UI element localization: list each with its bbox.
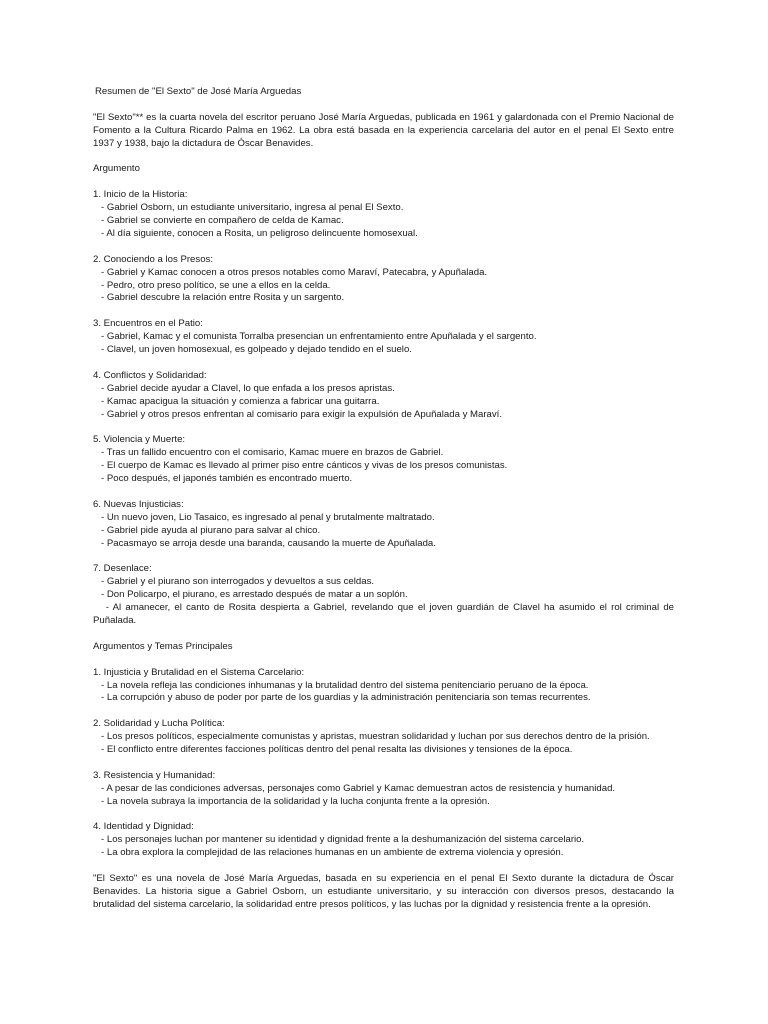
argumento-section [93,318,674,357]
document-title: Resumen de "El Sexto" de José María Arguedas [95,86,302,97]
document-page [93,86,677,925]
argumento-list-item: - Don Policarpo, el piurano, es arrestado después de matar a un soplón. [93,589,408,601]
argumento-list-item: - Un nuevo joven, Lio Tasaico, es ingresado al penal y brutalmente maltratado. [93,511,435,523]
argumento-list-item: - Gabriel y Kamac conocen a otros presos notables como Maraví, Patecabra, y Apuñalada. [93,266,488,278]
argumento-list-item: - Pedro, otro preso político, se une a ellos en la celda. [93,279,331,291]
argumento-section-heading: 6. Nuevas Injusticias: [93,498,184,510]
argumento-section-heading: 7. Desenlace: [93,563,152,575]
temas-list-item: - La novela refleja las condiciones inhumanas y la brutalidad dentro del sistema penitenciario peruano de la época. [93,679,589,691]
argumento-list-item: - Gabriel decide ayudar a Clavel, lo que enfada a los presos apristas. [93,382,395,394]
temas-section [93,770,674,809]
temas-list-item: - Los personajes luchan por mantener su identidad y dignidad frente a la deshumanización del sistema carcelario. [93,834,585,846]
temas-section [93,821,674,860]
temas-list-item: - La corrupción y abuso de poder por parte de los guardias y la administración penitenciaria son temas recurrentes. [93,692,591,704]
argumento-section [93,434,674,486]
argumento-section-heading: 4. Conflictos y Solidaridad: [93,369,207,381]
argumento-list-item: - Poco después, el japonés también es encontrado muerto. [93,473,353,485]
argumento-section [93,499,674,551]
argumento-list-item: - Gabriel Osborn, un estudiante universitario, ingresa al penal El Sexto. [93,202,404,214]
argumento-list-item: - Gabriel y el piurano son interrogados y devueltos a sus celdas. [93,576,375,588]
argumento-section-heading: 2. Conociendo a los Presos: [93,253,213,265]
argumento-list-item: - Gabriel se convierte en compañero de celda de Kamac. [93,215,344,227]
conclusion-paragraph: "El Sexto" es una novela de José María Arguedas, basada en su experiencia en el penal El Sexto durante la dictadura de Óscar Benavides. La historia sigue a Gabriel Osborn, un estudiante universitario, y su interacción con diversos presos, destacando la brutalidad del sistema carcelario, la solidaridad entre presos políticos, y las luchas por la dignidad y resistencia frente a la opresión. [93,873,674,910]
temas-list-item: - La novela subraya la importancia de la solidaridad y la lucha conjunta frente a la opresión. [93,795,490,807]
argumento-list [93,189,677,628]
temas-section [93,718,674,757]
argumento-section-heading: 5. Violencia y Muerte: [93,434,186,446]
temas-list [93,667,674,861]
argumento-section [93,254,674,306]
argumento-list-item: - Clavel, un joven homosexual, es golpeado y dejado tendido en el suelo. [93,344,412,356]
argumento-list-item: - Gabriel y otros presos enfrentan al comisario para exigir la expulsión de Apuñalada y Maraví. [93,408,503,420]
argumento-list-item: - Gabriel pide ayuda al piurano para salvar al chico. [93,524,321,536]
argumento-list-item: - Al día siguiente, conocen a Rosita, un peligroso delincuente homosexual. [93,227,418,239]
temas-list-item: - La obra explora la complejidad de las relaciones humanas en un ambiente de extrema violencia y opresión. [93,847,564,859]
intro-paragraph: "El Sexto"** es la cuarta novela del escritor peruano José María Arguedas, publicada en 1961 y galardonada con el Premio Nacional de Fomento a la Cultura Ricardo Palma en 1962. La obra está basada en la experiencia carcelaria del autor en el penal El Sexto entre 1937 y 1938, bajo la dictadura de Óscar Benavides. [93,111,674,149]
temas-list-item: - A pesar de las condiciones adversas, personajes como Gabriel y Kamac demuestran actos de resistencia y humanidad. [93,782,616,794]
argumento-section [93,563,677,628]
argumento-list-item: - Gabriel descubre la relación entre Rosita y un sargento. [93,292,345,304]
argumento-section-heading: 1. Inicio de la Historia: [93,189,188,201]
argumento-section [93,370,674,422]
temas-section-heading: 3. Resistencia y Humanidad: [93,769,216,781]
temas-section [93,667,674,706]
section-heading-temas: Argumentos y Temas Principales [93,640,233,652]
temas-section-heading: 1. Injusticia y Brutalidad en el Sistema Carcelario: [93,666,305,678]
argumento-list-item: - Gabriel, Kamac y el comunista Torralba presencian un enfrentamiento entre Apuñalada y el sargento. [93,331,537,343]
argumento-list-item: - Kamac apacigua la situación y comienza a fabricar una guitarra. [93,395,380,407]
temas-section-heading: 2. Solidaridad y Lucha Política: [93,718,225,730]
temas-list-item: - Los presos políticos, especialmente comunistas y apristas, muestran solidaridad y luchan por sus derechos dentro de la prisión. [93,731,650,743]
temas-section-heading: 4. Identidad y Dignidad: [93,821,194,833]
argumento-section-heading: 3. Encuentros en el Patio: [93,318,203,330]
temas-list-item: - El conflicto entre diferentes facciones políticas dentro del penal resalta las divisiones y tensiones de la época. [93,744,573,756]
section-heading-argumento: Argumento [93,163,140,175]
argumento-section [93,189,674,241]
argumento-list-item: - Al amanecer, el canto de Rosita despierta a Gabriel, revelando que el joven guardián de Clavel ha asumido el rol criminal de Puñalada. [93,602,677,627]
argumento-list-item: - El cuerpo de Kamac es llevado al primer piso entre cánticos y vivas de los presos comunistas. [93,460,508,472]
argumento-list-item: - Pacasmayo se arroja desde una baranda, causando la muerte de Apuñalada. [93,537,436,549]
argumento-list-item: - Tras un fallido encuentro con el comisario, Kamac muere en brazos de Gabriel. [93,447,444,459]
